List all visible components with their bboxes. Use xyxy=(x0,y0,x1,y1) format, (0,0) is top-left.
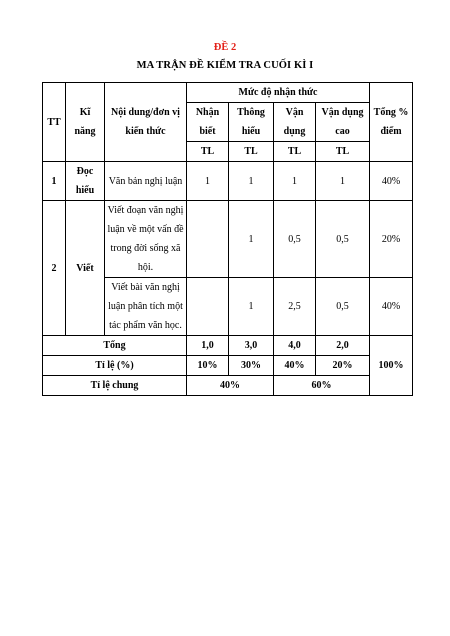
ti-le-chung-label: Tỉ lệ chung xyxy=(43,376,187,396)
ti-le-nhan-biet: 10% xyxy=(187,356,229,376)
row-ki-nang: Đọc hiểu xyxy=(66,162,105,201)
ti-le-chung-2: 60% xyxy=(274,376,370,396)
assessment-matrix-table xyxy=(42,82,413,396)
ti-le-thong-hieu: 30% xyxy=(229,356,274,376)
cell-van-dung: 0,5 xyxy=(274,201,316,278)
table-row xyxy=(43,162,413,201)
tong-label: Tổng xyxy=(43,336,187,356)
grand-total: 100% xyxy=(370,336,413,396)
ti-le-van-dung: 40% xyxy=(274,356,316,376)
exam-code: ĐỀ 2 xyxy=(213,42,237,53)
col-header-noi-dung: Nội dung/đơn vị kiến thức xyxy=(105,83,187,162)
col-header-ki-nang: Kĩ năng xyxy=(66,83,105,162)
col-header-nhan-biet: Nhận biết xyxy=(187,103,229,142)
row-tt: 2 xyxy=(43,201,66,336)
tong-van-dung: 4,0 xyxy=(274,336,316,356)
cell-van-dung-cao: 1 xyxy=(316,162,370,201)
row-noi-dung: Văn bản nghị luận xyxy=(105,162,187,201)
cell-van-dung: 2,5 xyxy=(274,278,316,336)
col-header-thong-hieu: Thông hiểu xyxy=(229,103,274,142)
ti-le-label: Tỉ lệ (%) xyxy=(43,356,187,376)
cell-nhan-biet: 1 xyxy=(187,162,229,201)
col-header-tong-pct: Tổng % điểm xyxy=(370,83,413,162)
cell-thong-hieu: 1 xyxy=(229,162,274,201)
header-row-1 xyxy=(43,83,413,103)
page-title: MA TRẬN ĐỀ KIỂM TRA CUỐI KÌ I xyxy=(136,60,314,71)
tong-nhan-biet: 1,0 xyxy=(187,336,229,356)
tong-thong-hieu: 3,0 xyxy=(229,336,274,356)
tl-label: TL xyxy=(316,142,370,162)
cell-van-dung-cao: 0,5 xyxy=(316,278,370,336)
col-header-tt: TT xyxy=(43,83,66,162)
tong-van-dung-cao: 2,0 xyxy=(316,336,370,356)
cell-van-dung-cao: 0,5 xyxy=(316,201,370,278)
col-header-muc-do: Mức độ nhận thức xyxy=(187,83,370,103)
ti-le-chung-1: 40% xyxy=(187,376,274,396)
col-header-van-dung-cao: Vận dụng cao xyxy=(316,103,370,142)
table-row xyxy=(43,201,413,278)
summary-row-ti-le-chung xyxy=(43,376,413,396)
cell-thong-hieu: 1 xyxy=(229,278,274,336)
cell-tong: 20% xyxy=(370,201,413,278)
row-tt: 1 xyxy=(43,162,66,201)
tl-label: TL xyxy=(274,142,316,162)
cell-van-dung: 1 xyxy=(274,162,316,201)
tl-label: TL xyxy=(187,142,229,162)
row-ki-nang: Viết xyxy=(66,201,105,336)
ti-le-van-dung-cao: 20% xyxy=(316,356,370,376)
cell-nhan-biet xyxy=(187,278,229,336)
col-header-van-dung: Vận dụng xyxy=(274,103,316,142)
summary-row-ti-le xyxy=(43,356,413,376)
row-noi-dung: Viết đoạn văn nghị luận về một vấn đề trong đời sống xã hội. xyxy=(105,201,187,278)
cell-tong: 40% xyxy=(370,278,413,336)
cell-tong: 40% xyxy=(370,162,413,201)
cell-thong-hieu: 1 xyxy=(229,201,274,278)
cell-nhan-biet xyxy=(187,201,229,278)
tl-label: TL xyxy=(229,142,274,162)
summary-row-tong xyxy=(43,336,413,356)
row-noi-dung: Viết bài văn nghị luận phân tích một tác phẩm văn học. xyxy=(105,278,187,336)
